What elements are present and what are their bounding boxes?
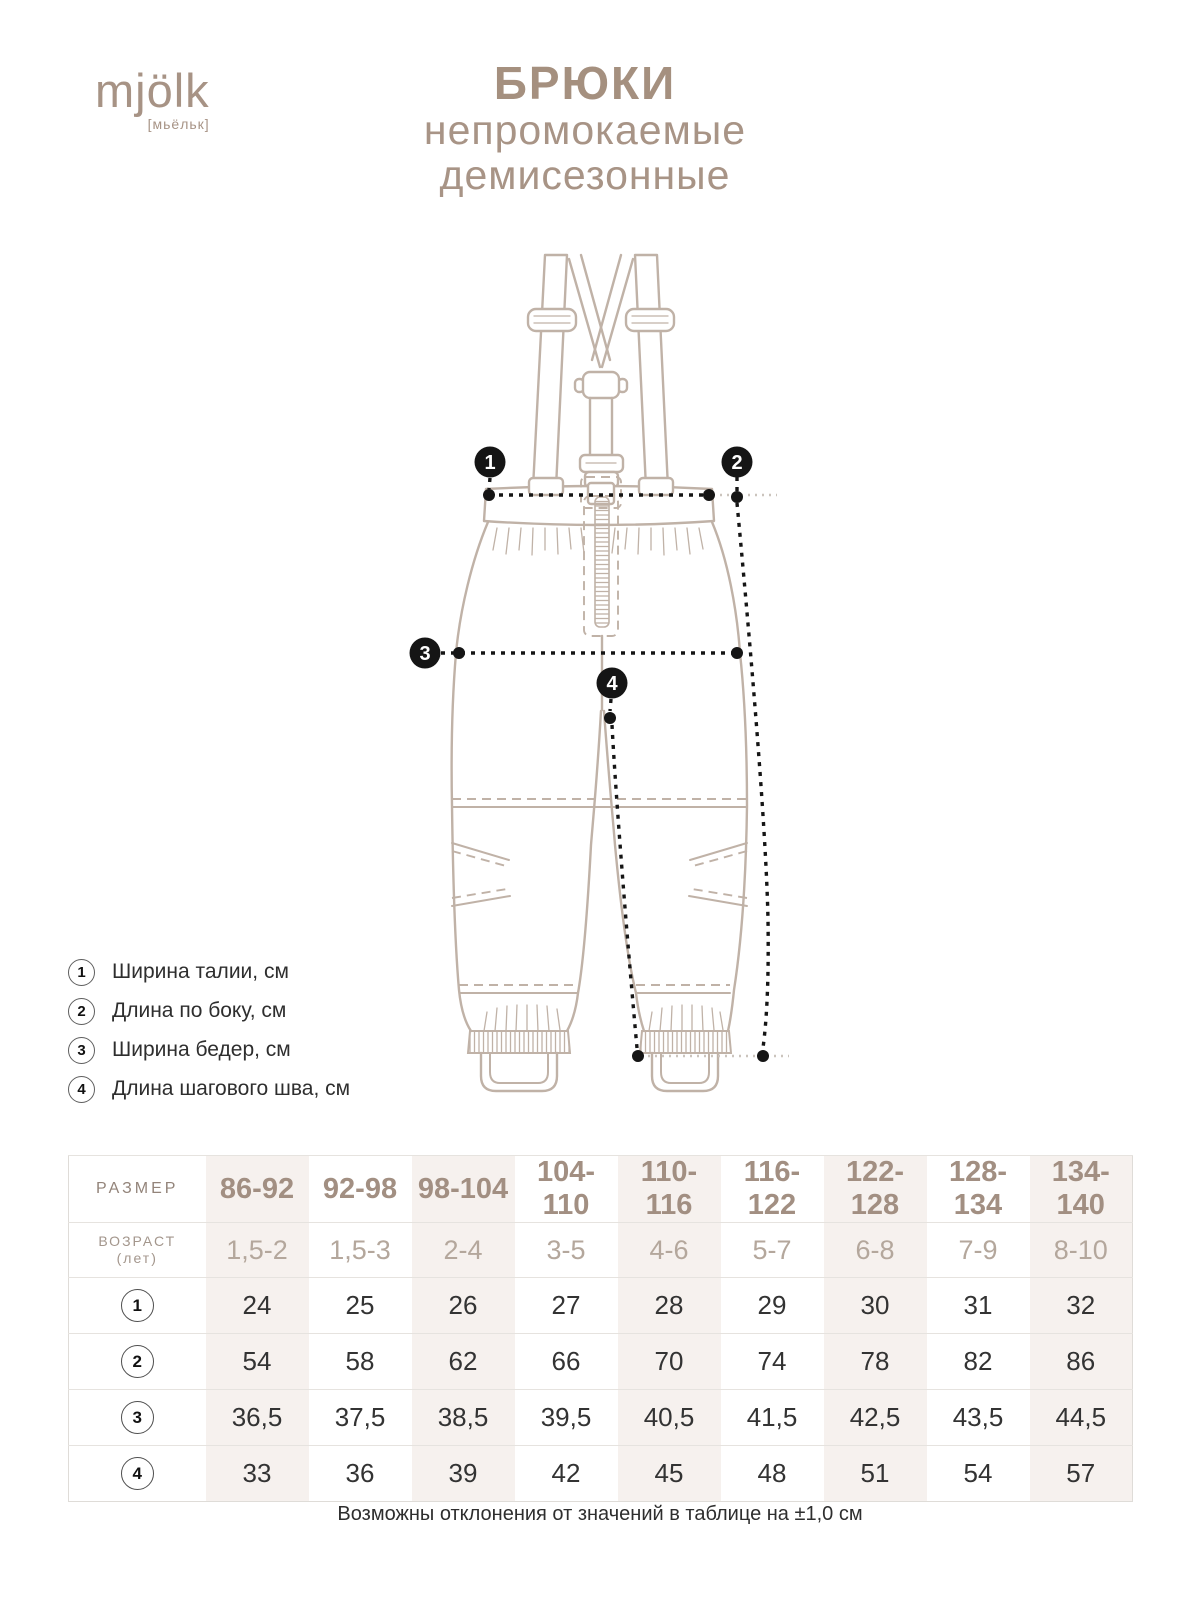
foot-straps — [481, 1053, 718, 1091]
table-cell: 48 — [721, 1446, 824, 1502]
table-cell: 30 — [824, 1278, 927, 1334]
left-cuff-elastic — [468, 1031, 570, 1053]
size-cell: 98-104 — [412, 1156, 515, 1223]
brand-name: mjölk — [95, 64, 210, 117]
table-cell: 37,5 — [309, 1390, 412, 1446]
marker-3-number: 3 — [419, 643, 431, 665]
zipper — [595, 497, 609, 627]
size-cell: 92-98 — [309, 1156, 412, 1223]
legend-label-2: Длина по боку, см — [112, 999, 287, 1022]
side-length-row — [69, 1334, 1133, 1390]
table-cell: 39,5 — [515, 1390, 618, 1446]
cuff-gathering — [484, 1005, 723, 1031]
table-cell: 36 — [309, 1446, 412, 1502]
table-cell: 58 — [309, 1334, 412, 1390]
table-cell: 41,5 — [721, 1390, 824, 1446]
waist-width-row — [69, 1278, 1133, 1334]
table-cell: 54 — [927, 1446, 1030, 1502]
table-cell: 62 — [412, 1334, 515, 1390]
row-number-3: 3 — [121, 1401, 154, 1434]
legend-label-4: Длина шагового шва, см — [112, 1077, 351, 1100]
table-cell: 42,5 — [824, 1390, 927, 1446]
table-cell: 25 — [309, 1278, 412, 1334]
table-cell: 28 — [618, 1278, 721, 1334]
measurement-legend — [68, 958, 350, 1114]
age-row — [69, 1223, 1133, 1278]
size-cell: 116-122 — [721, 1156, 824, 1223]
legend-number-4: 4 — [68, 1076, 95, 1103]
brand-pronunciation: [мьёльк] — [147, 116, 210, 132]
hip-width-row — [69, 1390, 1133, 1446]
table-cell: 51 — [824, 1446, 927, 1502]
legend-item-4 — [68, 1075, 350, 1103]
table-cell: 26 — [412, 1278, 515, 1334]
age-cell: 1,5-3 — [309, 1223, 412, 1278]
age-cell: 1,5-2 — [206, 1223, 309, 1278]
size-cell: 110-116 — [618, 1156, 721, 1223]
table-cell: 32 — [1030, 1278, 1133, 1334]
table-cell: 40,5 — [618, 1390, 721, 1446]
legend-item-3 — [68, 1036, 350, 1064]
table-cell: 33 — [206, 1446, 309, 1502]
table-cell: 66 — [515, 1334, 618, 1390]
table-cell: 24 — [206, 1278, 309, 1334]
product-subtitle-2: демисезонные — [439, 152, 731, 198]
legend-label-3: Ширина бедер, см — [112, 1038, 291, 1061]
table-cell: 82 — [927, 1334, 1030, 1390]
inseam-length-row — [69, 1446, 1133, 1502]
table-cell: 36,5 — [206, 1390, 309, 1446]
legend-number-2: 2 — [68, 998, 95, 1025]
table-cell: 54 — [206, 1334, 309, 1390]
row-number-1: 1 — [121, 1289, 154, 1322]
row-number-2: 2 — [121, 1345, 154, 1378]
product-name: БРЮКИ — [493, 57, 677, 109]
legend-item-2 — [68, 997, 350, 1025]
table-cell: 74 — [721, 1334, 824, 1390]
inseam-measure-line — [612, 725, 637, 1048]
table-cell: 70 — [618, 1334, 721, 1390]
thigh-details — [452, 843, 747, 906]
table-cell: 27 — [515, 1278, 618, 1334]
table-cell: 78 — [824, 1334, 927, 1390]
left-strap-buckle — [528, 309, 576, 331]
size-cell: 122-128 — [824, 1156, 927, 1223]
age-cell: 8-10 — [1030, 1223, 1133, 1278]
pants-outline — [452, 477, 747, 1091]
table-cell: 42 — [515, 1446, 618, 1502]
table-cell: 31 — [927, 1278, 1030, 1334]
size-cell: 104-110 — [515, 1156, 618, 1223]
legend-label-1: Ширина талии, см — [112, 960, 289, 983]
size-row — [69, 1156, 1133, 1223]
side-length-measure-line — [737, 503, 768, 1048]
center-strap — [575, 372, 627, 487]
table-cell: 45 — [618, 1446, 721, 1502]
table-cell: 57 — [1030, 1446, 1133, 1502]
table-cell: 43,5 — [927, 1390, 1030, 1446]
right-strap-buckle — [626, 309, 674, 331]
age-cell: 6-8 — [824, 1223, 927, 1278]
row-marker-cell — [69, 1390, 206, 1446]
row-marker-cell — [69, 1334, 206, 1390]
table-cell: 86 — [1030, 1334, 1133, 1390]
table-cell: 38,5 — [412, 1390, 515, 1446]
size-row-label: РАЗМЕР — [69, 1156, 206, 1223]
suspenders-v-straps — [569, 255, 633, 367]
tolerance-footnote: Возможны отклонения от значений в таблице на ±1,0 см — [337, 1503, 863, 1525]
legend-number-1: 1 — [68, 959, 95, 986]
table-cell: 39 — [412, 1446, 515, 1502]
product-subtitle-1: непромокаемые — [423, 107, 747, 153]
age-cell: 7-9 — [927, 1223, 1030, 1278]
right-cuff-elastic — [640, 1031, 731, 1053]
age-cell: 3-5 — [515, 1223, 618, 1278]
table-cell: 44,5 — [1030, 1390, 1133, 1446]
size-table — [68, 1155, 1133, 1502]
age-cell: 5-7 — [721, 1223, 824, 1278]
age-row-label: ВОЗРАСТ (лет) — [69, 1223, 206, 1278]
row-number-4: 4 — [121, 1457, 154, 1490]
size-cell: 128-134 — [927, 1156, 1030, 1223]
table-cell: 29 — [721, 1278, 824, 1334]
size-cell: 134-140 — [1030, 1156, 1133, 1223]
size-cell: 86-92 — [206, 1156, 309, 1223]
age-cell: 4-6 — [618, 1223, 721, 1278]
marker-2-number: 2 — [731, 452, 743, 474]
marker-1-number: 1 — [484, 452, 496, 474]
legend-item-1 — [68, 958, 350, 986]
legend-number-3: 3 — [68, 1037, 95, 1064]
row-marker-cell — [69, 1278, 206, 1334]
marker-4-number: 4 — [606, 673, 618, 695]
row-marker-cell — [69, 1446, 206, 1502]
age-cell: 2-4 — [412, 1223, 515, 1278]
